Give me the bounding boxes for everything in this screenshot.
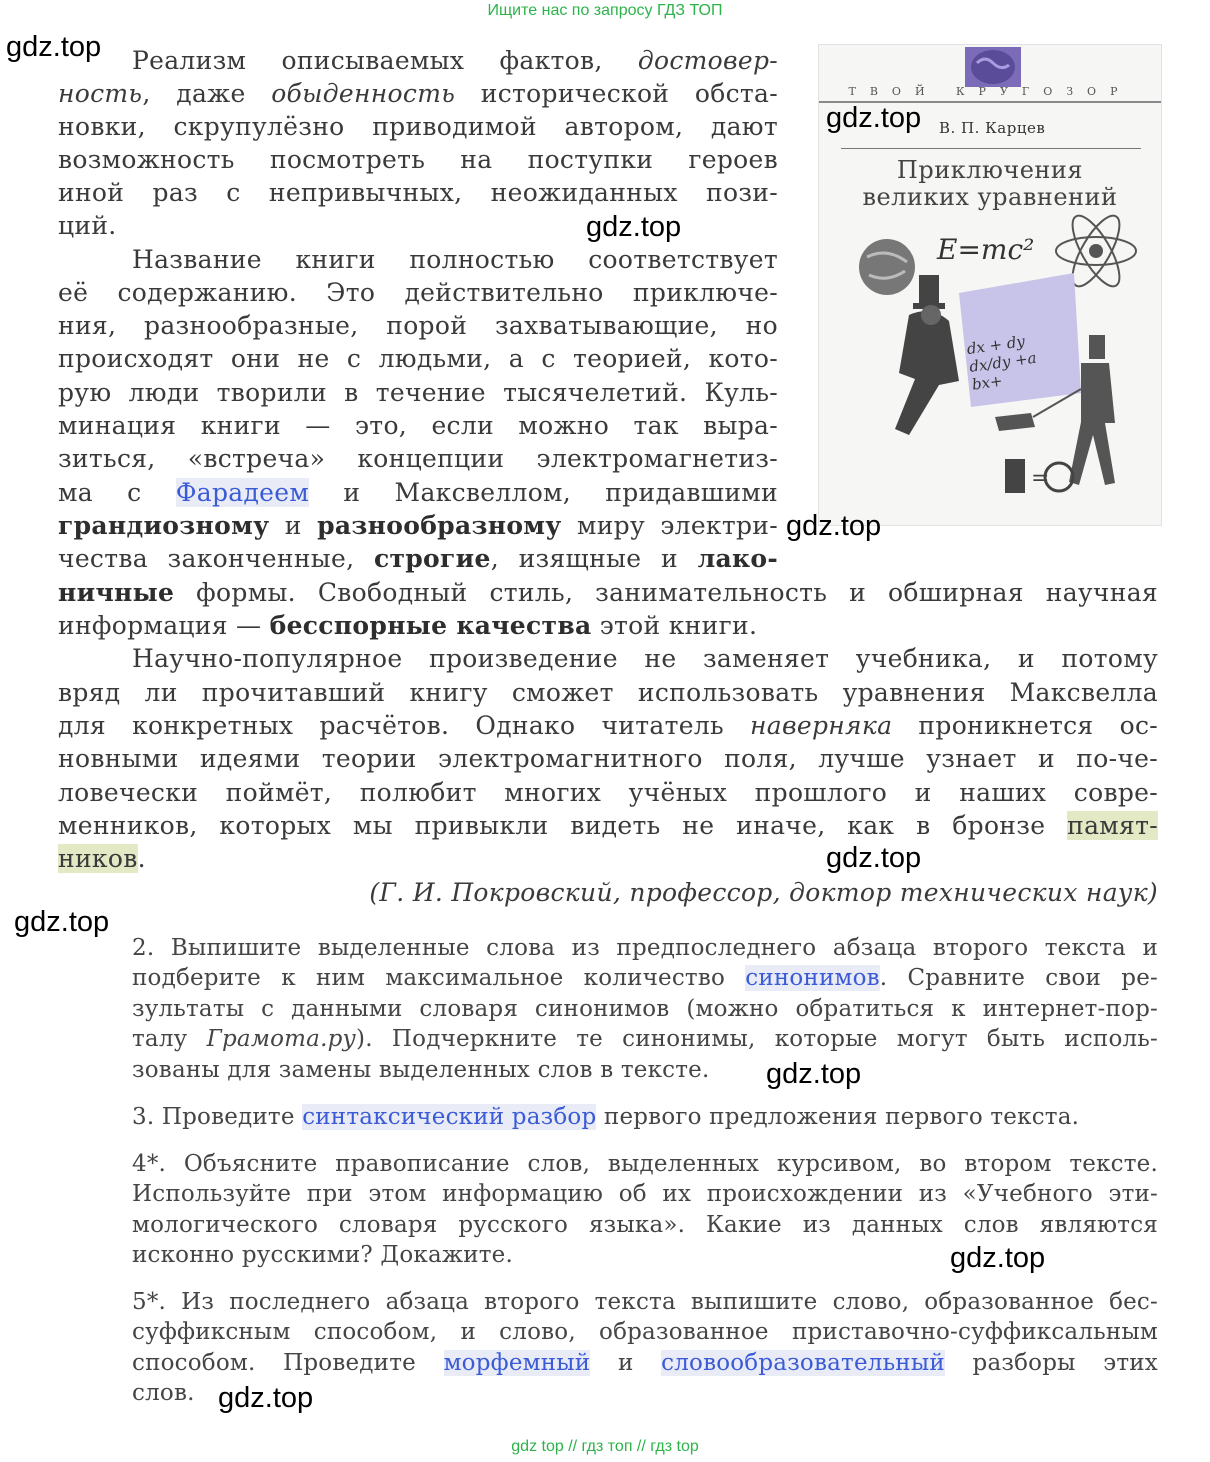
task-4-line: исконно русскими? Докажите. <box>132 1242 514 1268</box>
svg-text:=: = <box>1031 466 1050 491</box>
task-3-line: 3. Проведите синтаксический разбор первого предложения первого текста. <box>132 1104 1080 1130</box>
task-4-line: мологического словаря русского языка». Какие из данных слов являются <box>132 1212 1158 1238</box>
task-2-line: подберите к ним максимальное количество синонимов. Сравните свои ре- <box>132 965 1158 991</box>
faraday-link[interactable]: Фарадеем <box>175 478 310 507</box>
text-line: Название книги полностью соответствует <box>132 245 778 274</box>
cover-title: Приключения великих уравнений <box>862 156 1118 211</box>
text-line: ловечески поймёт, полюбит многих учёных прошлого и наших совре- <box>58 778 1158 807</box>
text-line: минация книги — это, если можно так выра- <box>58 411 778 440</box>
task-5-line: суффиксным способом, и слово, образованное приставочно-суффиксальным <box>132 1319 1158 1345</box>
watermark: gdz.top <box>766 1058 862 1090</box>
text-line: ма с Фарадеем и Максвеллом, придавшими <box>58 478 778 507</box>
text-line: ций. <box>58 211 117 240</box>
text-line: новки, скрупулёзно приводимой автором, дают <box>58 112 778 141</box>
text-line: ния, разнообразные, порой захватывающие, но <box>58 311 778 340</box>
text-line: менников, которых мы привыкли видеть не иначе, как в бронзе памят- <box>58 811 1158 840</box>
planet-sphere-icon <box>859 239 915 295</box>
search-banner: Ищите нас по запросу ГДЗ ТОП <box>487 2 723 19</box>
task-2-line: 2. Выпишите выделенные слова из предпоследнего абзаца второго текста и <box>132 935 1158 961</box>
syntax-analysis-link[interactable]: синтаксический разбор <box>302 1104 597 1130</box>
monuments-term[interactable]: памят- <box>1067 811 1158 840</box>
task-5-line: 5*. Из последнего абзаца второго текста выпишите слово, образованное бес- <box>132 1289 1158 1315</box>
watermark: gdz.top <box>826 842 922 874</box>
watermark: gdz.top <box>586 211 682 243</box>
text-line: ничные формы. Свободный стиль, занимательность и обширная научная <box>58 578 1158 607</box>
walking-scientist-figure <box>895 275 959 435</box>
watermark: gdz.top <box>826 102 922 134</box>
task-4-line: 4*. Объясните правописание слов, выделенных курсивом, во втором тексте. <box>132 1151 1158 1177</box>
text-line: происходят они не с людьми, а с теорией, кото- <box>58 344 778 373</box>
text-line: Реализм описываемых фактов, достовер- <box>132 46 778 75</box>
word-formation-analysis-link[interactable]: словообразовательный <box>661 1350 945 1376</box>
cover-formula: E=mc² <box>937 233 1035 266</box>
watermark: gdz.top <box>786 510 882 542</box>
footer-links: gdz top // гдз топ // гдз top <box>511 1438 699 1455</box>
text-line: возможность посмотреть на поступки героев <box>58 145 778 174</box>
text-line: информация — бесспорные качества этой книги. <box>58 611 758 640</box>
task-2-line: талу Грамота.ру). Подчеркните те синонимы, которые могут быть исполь- <box>132 1026 1158 1052</box>
text-line: зиться, «встреча» концепции электромагнетиз- <box>58 444 778 473</box>
board-formula: dx + dy dx/dy +a bx+ <box>965 332 1038 394</box>
task-2-line: зованы для замены выделенных слов в тексте. <box>132 1057 710 1083</box>
monuments-term-continued[interactable]: ников <box>58 844 138 873</box>
text-line: чества законченные, строгие, изящные и лако- <box>58 544 778 573</box>
watermark: gdz.top <box>218 1382 314 1414</box>
task-5-line: слов. <box>132 1380 195 1406</box>
synonyms-link[interactable]: синонимов <box>745 965 880 991</box>
text-line: грандиозному и разнообразному миру электри- <box>58 511 778 540</box>
text-line: иной раз с непривычных, неожиданных пози- <box>58 178 778 207</box>
text-line: её содержанию. Это действительно приключе- <box>58 278 778 307</box>
morpheme-analysis-link[interactable]: морфемный <box>443 1350 591 1376</box>
watermark: gdz.top <box>950 1242 1046 1274</box>
weight-equals-icon <box>1005 459 1073 493</box>
text-line: ников. <box>58 844 146 873</box>
cover-author: В. П. Карцев <box>939 119 1046 137</box>
text-line: ность, даже обыденность исторической обста- <box>58 79 779 108</box>
task-5-line: способом. Проведите морфемный и словообразовательный разборы этих <box>132 1350 1158 1376</box>
watermark: gdz.top <box>6 31 102 63</box>
text-line: для конкретных расчётов. Однако читатель наверняка проникнется ос- <box>58 711 1158 740</box>
series-title: ТВОЙ КРУГОЗОР <box>848 85 1132 98</box>
text-line: новными идеями теории электромагнитного поля, лучше узнает и по-че- <box>58 744 1158 773</box>
text-line: вряд ли прочитавший книгу сможет использовать уравнения Максвелла <box>58 678 1158 707</box>
text-line: Научно-популярное произведение не заменяет учебника, и потому <box>132 644 1158 673</box>
text-line: рую люди творили в течение тысячелетий. Куль- <box>58 378 778 407</box>
attribution: (Г. И. Покровский, профессор, доктор технических наук) <box>369 878 1158 907</box>
task-2-line: зультаты с данными словаря синонимов (можно обратиться к интернет-пор- <box>132 996 1158 1022</box>
task-4-line: Используйте при этом информацию об их происхождении из «Учебного эти- <box>132 1181 1158 1207</box>
watermark: gdz.top <box>14 906 110 938</box>
